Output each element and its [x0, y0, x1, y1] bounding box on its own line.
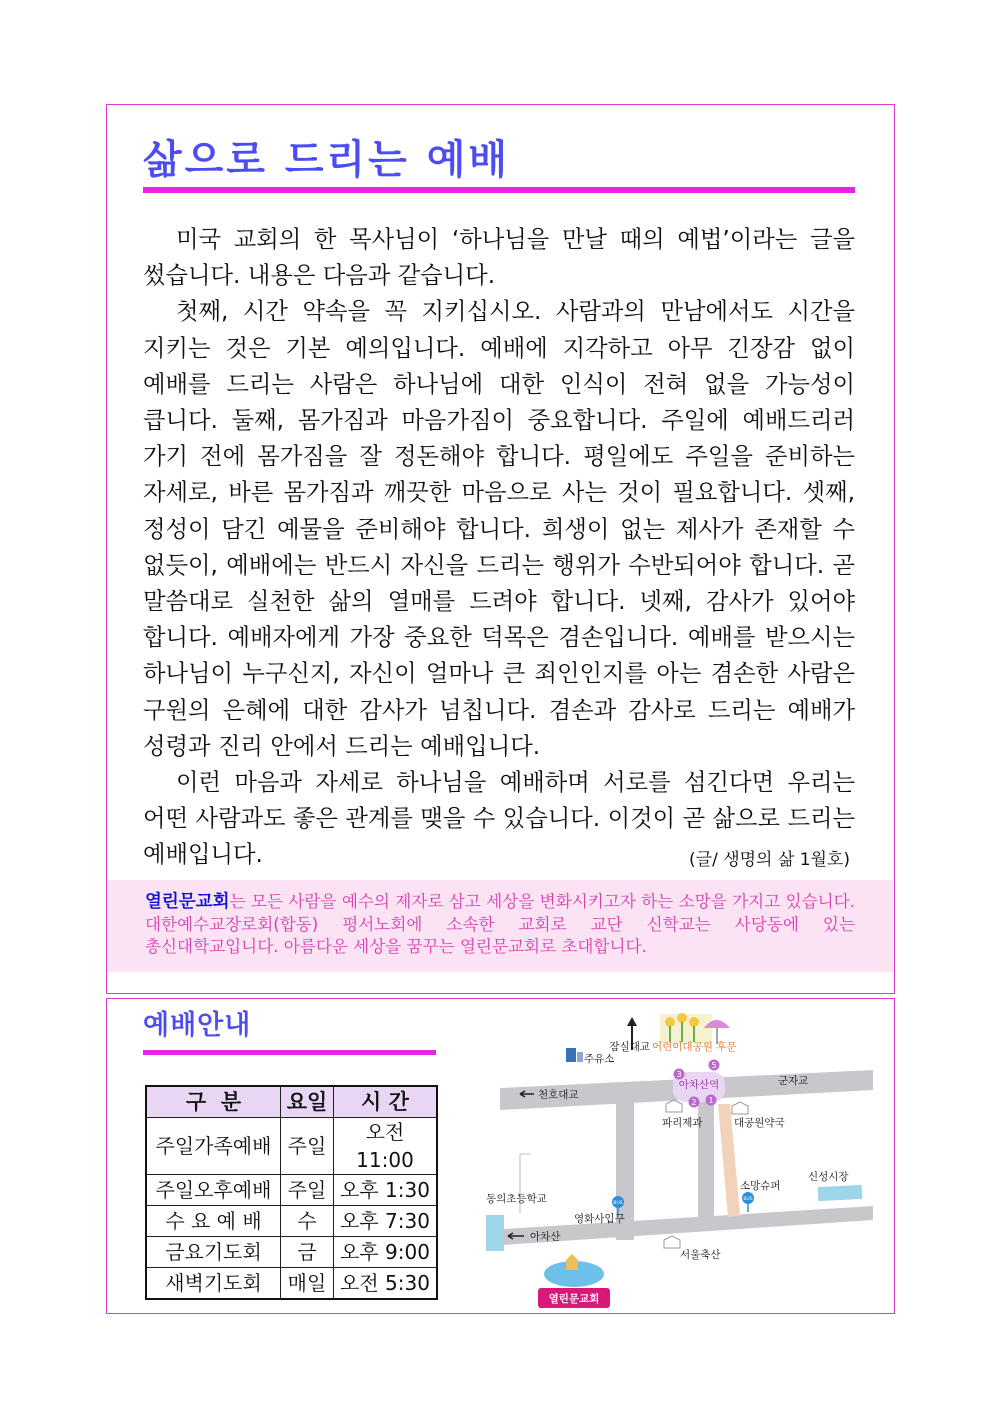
label-cheonho-bridge: 천호대교: [538, 1089, 579, 1101]
service-day: 수: [281, 1206, 334, 1237]
market-building: [818, 1185, 863, 1201]
butcher-building-icon: [664, 1236, 680, 1248]
north-arrow-head: [627, 1017, 637, 1026]
church-icon: [566, 1254, 578, 1270]
service-day: 주일: [281, 1175, 334, 1206]
bus-label: BUS: [613, 1201, 623, 1206]
header-category: 구 분: [146, 1086, 281, 1118]
label-childrens-park: 어린이대공원 후문: [652, 1041, 737, 1053]
service-name: 주일가족예배: [146, 1118, 281, 1175]
label-achasan-station: 아차산역: [678, 1079, 720, 1091]
service-day: 매일: [281, 1268, 334, 1300]
label-gas-station: 주유소: [584, 1053, 615, 1065]
label-seoul-butcher: 서울축산: [680, 1249, 721, 1261]
service-name: 주일오후예배: [146, 1175, 281, 1206]
service-name: 수 요 예 배: [146, 1206, 281, 1237]
service-name: 금요기도회: [146, 1237, 281, 1268]
service-time: 오전11:00: [334, 1118, 438, 1175]
table-row: [146, 1175, 437, 1206]
service-time: 오후 1:30: [334, 1175, 438, 1206]
header-time: 시 간: [334, 1086, 438, 1118]
label-pharmacy: 대공원약국: [734, 1117, 785, 1129]
table-row: [146, 1237, 437, 1268]
table-row: [146, 1206, 437, 1237]
article-body: [143, 222, 855, 874]
label-achasan: 아차산: [530, 1231, 561, 1243]
table-header-row: [146, 1086, 437, 1118]
service-time: 오전 5:30: [334, 1268, 438, 1300]
service-day: 주일: [281, 1118, 334, 1175]
header-day: 요일: [281, 1086, 334, 1118]
service-day: 금: [281, 1237, 334, 1268]
table-row: [146, 1268, 437, 1300]
label-gunja-gyo: 군자교: [778, 1075, 809, 1087]
label-dongui-school: 동의초등학교: [486, 1193, 547, 1205]
exit-2-label: 2: [691, 1098, 697, 1107]
worship-schedule-table: [145, 1085, 438, 1300]
gas-station-icon: [566, 1048, 583, 1062]
label-jamsil-bridge: 잠실대교: [609, 1041, 650, 1053]
exit-5-label: 5: [711, 1061, 717, 1070]
article-title: 삶으로 드리는 예배: [143, 137, 510, 183]
schedule-title: 예배안내: [143, 1010, 252, 1041]
bakery-building-icon: [666, 1100, 682, 1112]
table-row: [146, 1118, 437, 1175]
bus-label: BUS: [743, 1197, 753, 1202]
bus-stop-icon: [742, 1192, 754, 1212]
church-name: 열린문교회: [145, 892, 230, 912]
church-intro: [145, 891, 855, 959]
service-name: 새벽기도회: [146, 1268, 281, 1300]
label-yeonghwa-entrance: 영화사입구: [574, 1213, 625, 1225]
pharmacy-building-icon: [732, 1102, 748, 1114]
schedule-title-underline: [143, 1050, 436, 1055]
church-intro-text: 는 모든 사람을 예수의 제자로 삼고 세상을 변화시키고자 하는 소망을 가지고 있습니다. 대한예수교장로회(합동) 평서노회에 소속한 교회로 교단 신학교는 사당동에 있는 총신대학교입니다. 아름다운 세상을 꿈꾸는 열린문교회로 초대합니다.: [145, 892, 855, 956]
church-intro-box: [108, 880, 893, 972]
exit-1-label: 1: [708, 1096, 714, 1105]
label-somang-super: 소망슈퍼: [740, 1180, 781, 1192]
article-paragraph-1: 미국 교회의 한 목사님이 ‘하나님을 만날 때의 예법’이라는 글을 썼습니다. 내용은 다음과 같습니다.: [143, 226, 855, 290]
label-church: 열린문교회: [548, 1293, 600, 1305]
exit-3-label: 3: [676, 1070, 682, 1079]
label-paris-bakery: 파리제과: [662, 1117, 703, 1129]
location-map: [478, 1008, 873, 1310]
park-flowers-icon: [660, 1013, 730, 1044]
article-source: (글/ 생명의 삶 1월호): [689, 850, 850, 870]
school-building: [486, 1215, 504, 1251]
article-paragraph-3: 이런 마음과 자세로 하나님을 예배하며 서로를 섬긴다면 우리는 어떤 사람과도 좋은 관계를 맺을 수 있습니다. 이것이 곧 삶으로 드리는 예배입니다.: [143, 769, 855, 869]
service-time: 오후 9:00: [334, 1237, 438, 1268]
label-sinseong-market: 신성시장: [808, 1171, 849, 1183]
title-underline: [143, 187, 855, 193]
service-time: 오후 7:30: [334, 1206, 438, 1237]
article-paragraph-2: 첫째, 시간 약속을 꼭 지키십시오. 사람과의 만남에서도 시간을 지키는 것은 기본 예의입니다. 예배에 지각하고 아무 긴장감 없이 예배를 드리는 사람은 하나님에 대한 인식이 전혀 없을 가능성이 큽니다. 둘째, 몸가짐과 마음가짐이 중요합니다. 주일에 예배드리러 가기 전에 몸가짐을 잘 정돈해야 합니다. 평일에도 주일을 준비하는 자세로, 바른 몸가짐과 깨끗한 마음으로 사는 것이 필요합니다. 셋째, 정성이 담긴 예물을 준비해야 합니다. 희생이 없는 제사가 존재할 수 없듯이, 예배에는 반드시 자신을 드리는 행위가 수반되어야 합니다. 곧 말씀대로 실천한 삶의 열매를 드려야 합니다. 넷째, 감사가 있어야 합니다. 예배자에게 가장 중요한 덕목은 겸손입니다. 예배를 받으시는 하나님이 누구신지, 자신이 얼마나 큰 죄인인지를 아는 겸손한 사람은 구원의 은혜에 대한 감사가 넘칩니다. 겸손과 감사로 드리는 예배가 성령과 진리 안에서 드리는 예배입니다.: [143, 298, 855, 760]
